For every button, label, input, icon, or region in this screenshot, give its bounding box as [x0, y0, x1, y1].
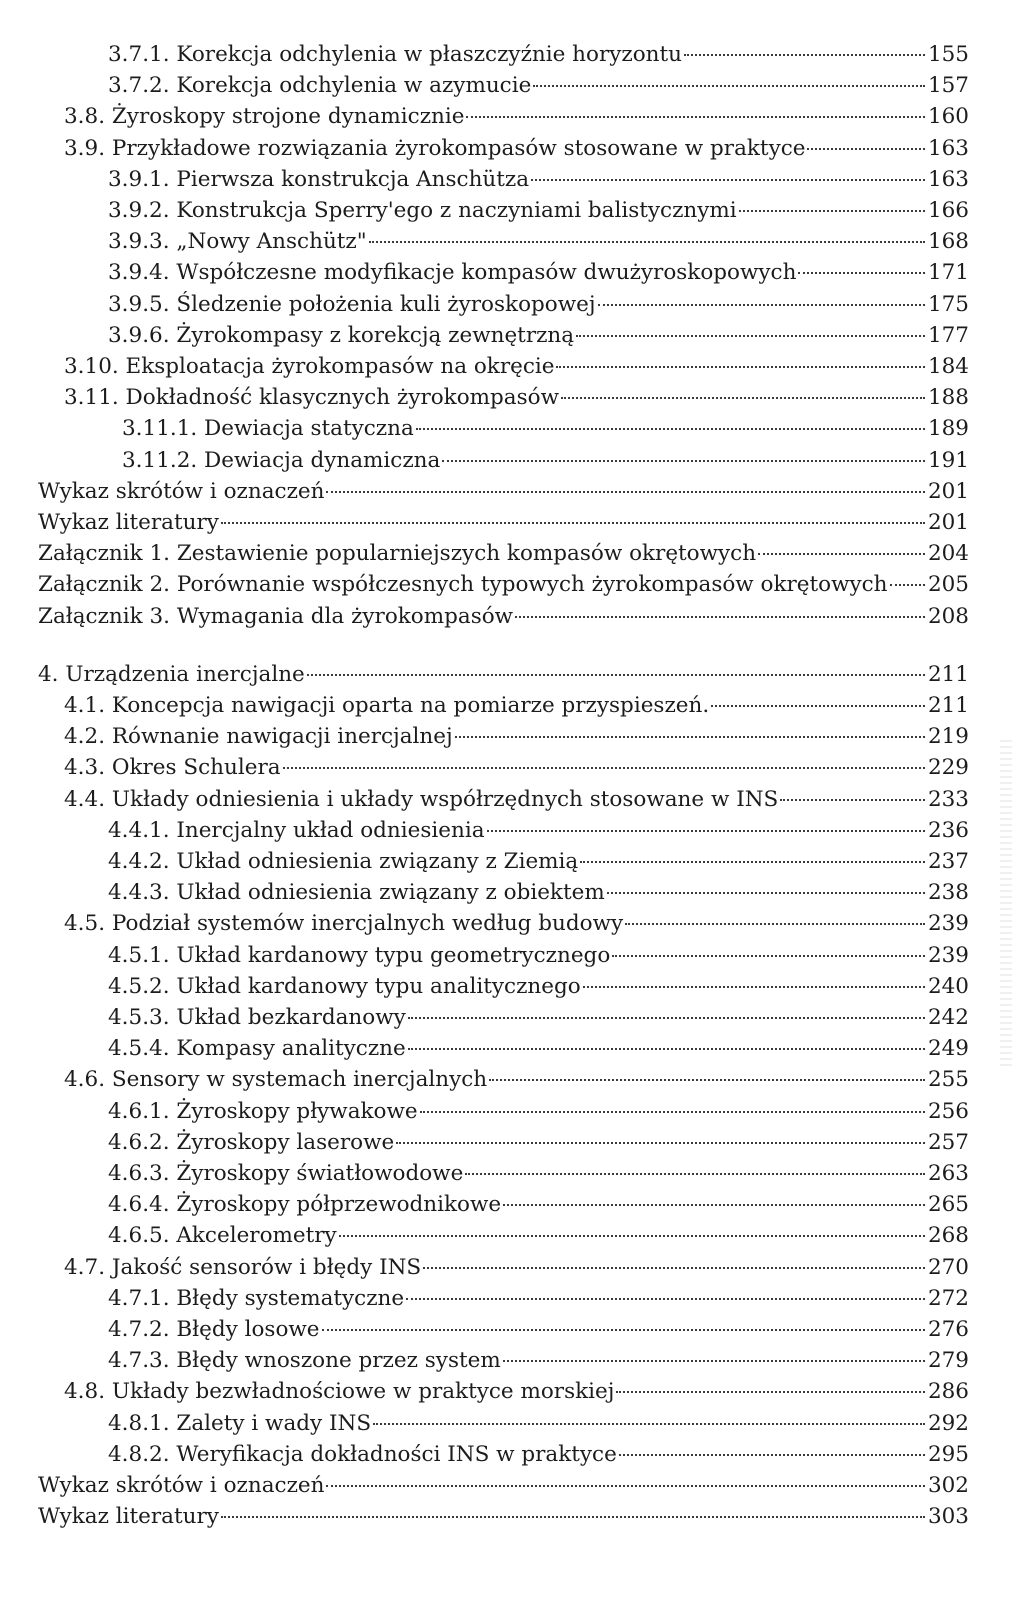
toc-entry — [64, 909, 969, 939]
toc-entry — [64, 352, 969, 382]
toc-entry — [108, 1315, 969, 1345]
toc-entry-page-number: 239 — [927, 942, 969, 968]
dot-leader — [556, 366, 924, 368]
toc-entry-title: 4.5.4. Kompasy analityczne — [108, 1036, 406, 1062]
toc-entry-title: 4.5.3. Układ bezkardanowy — [108, 1005, 406, 1030]
toc-entry — [108, 196, 969, 226]
toc-entry-title: 4.7.2. Błędy losowe — [108, 1317, 320, 1342]
toc-entry-page-number: 189 — [927, 416, 969, 442]
toc-entry-page-number: 219 — [927, 724, 969, 750]
dot-leader — [373, 1423, 925, 1425]
dot-leader — [561, 397, 925, 399]
toc-entry-page-number: 268 — [927, 1223, 969, 1249]
toc-entry — [108, 71, 969, 101]
dot-leader — [758, 553, 925, 555]
toc-entry-title: 4.5.1. Układ kardanowy typu geometrycznego — [108, 942, 611, 968]
toc-entry-page-number: 238 — [927, 880, 969, 906]
toc-entry-page-number: 204 — [927, 541, 969, 567]
toc-entry — [38, 602, 969, 632]
toc-entry-title: 4.7.1. Błędy systematyczne — [108, 1285, 405, 1311]
dot-leader — [598, 304, 925, 306]
toc-entry-page-number: 240 — [927, 973, 969, 999]
dot-leader — [515, 616, 925, 618]
dot-leader — [423, 1267, 925, 1269]
toc-entry — [108, 1190, 969, 1220]
toc-entry-page-number: 257 — [927, 1129, 969, 1155]
toc-entry-title: 3.9.5. Śledzenie położenia kuli żyroskopowej — [108, 291, 596, 317]
toc-entry-page-number: 276 — [927, 1317, 969, 1342]
toc-entry — [122, 414, 969, 444]
toc-entry-title: Załącznik 1. Zestawienie popularniejszych kompasów okrętowych — [38, 541, 757, 567]
toc-entry-title: Załącznik 2. Porównanie współczesnych typowych żyrokompasów okrętowych — [38, 572, 888, 598]
dot-leader — [607, 892, 925, 894]
toc-entry-title: Wykaz literatury — [38, 510, 219, 535]
toc-entry — [108, 1440, 969, 1470]
toc-entry-title: 3.10. Eksploatacja żyrokompasów na okręcie — [64, 354, 555, 379]
toc-entry-title: 4.2. Równanie nawigacji inercjalnej — [64, 724, 453, 750]
dot-leader — [221, 1516, 925, 1518]
dot-leader — [416, 428, 925, 430]
toc-entry — [38, 477, 969, 507]
toc-entry — [64, 722, 969, 752]
toc-entry-page-number: 249 — [927, 1036, 969, 1062]
dot-leader — [711, 705, 925, 707]
toc-entry — [108, 816, 969, 846]
dot-leader — [619, 1454, 925, 1456]
toc-entry — [38, 570, 969, 600]
toc-entry-title: Załącznik 3. Wymagania dla żyrokompasów — [38, 603, 514, 629]
toc-entry-title: 3.9.1. Pierwsza konstrukcja Anschütza — [108, 166, 530, 192]
dot-leader — [890, 584, 925, 586]
toc-entry-title: 4.6.3. Żyroskopy światłowodowe — [108, 1161, 464, 1186]
toc-entry-page-number: 175 — [927, 291, 969, 317]
toc-entry-page-number: 256 — [927, 1098, 969, 1124]
toc-entry-title: 4.6.5. Akcelerometry — [108, 1223, 337, 1249]
dot-leader — [487, 830, 925, 832]
toc-entry-page-number: 155 — [927, 42, 969, 67]
dot-leader — [326, 1485, 924, 1487]
dot-leader — [739, 210, 925, 212]
toc-entry — [108, 941, 969, 971]
toc-entry — [64, 1065, 969, 1095]
toc-entry-page-number: 263 — [927, 1161, 969, 1186]
toc-entry-page-number: 184 — [927, 354, 969, 379]
toc-entry-title: 4.7. Jakość sensorów i błędy INS — [64, 1254, 422, 1280]
toc-entry-title: 3.9.3. „Nowy Anschütz" — [108, 229, 367, 255]
dot-leader — [466, 116, 924, 118]
dot-leader — [583, 986, 925, 988]
dot-leader — [503, 1204, 925, 1206]
toc-entry-title: 4.8.1. Zalety i wady INS — [108, 1410, 372, 1436]
toc-entry-title: 3.9.6. Żyrokompasy z korekcją zewnętrzną — [108, 322, 575, 348]
toc-entry-title: 4.7.3. Błędy wnoszone przez system — [108, 1348, 501, 1374]
toc-entry-page-number: 270 — [927, 1254, 969, 1280]
dot-leader — [408, 1048, 925, 1050]
dot-leader — [531, 179, 925, 181]
toc-entry-title: 4.6.1. Żyroskopy pływakowe — [108, 1098, 418, 1124]
toc-entry — [122, 446, 969, 476]
toc-entry-page-number: 163 — [927, 166, 969, 192]
toc-entry — [38, 1471, 969, 1501]
dot-leader — [326, 491, 924, 493]
toc-entry-title: 4.4.2. Układ odniesienia związany z Ziemią — [108, 849, 579, 874]
toc-entry-title: 4.4.1. Inercjalny układ odniesienia — [108, 817, 485, 843]
toc-entry — [108, 1097, 969, 1127]
toc-entry-page-number: 205 — [927, 572, 969, 598]
dot-leader — [684, 54, 925, 56]
toc-entry-page-number: 272 — [927, 1285, 969, 1311]
toc-entry-page-number: 237 — [927, 849, 969, 874]
toc-entry — [108, 227, 969, 257]
toc-entry-title: 3.9.2. Konstrukcja Sperry'ego z naczyniami balistycznymi — [108, 198, 737, 223]
dot-leader — [576, 335, 925, 337]
toc-entry-title: 4.5.2. Układ kardanowy typu analitycznego — [108, 973, 581, 999]
dot-leader — [780, 799, 925, 801]
toc-entry-page-number: 211 — [927, 661, 969, 687]
toc-entry-page-number: 160 — [927, 104, 969, 130]
toc-entry — [38, 1502, 969, 1532]
toc-entry-page-number: 295 — [927, 1441, 969, 1467]
toc-entry — [108, 1128, 969, 1158]
dot-leader — [283, 767, 925, 769]
toc-entry — [64, 691, 969, 721]
toc-entry-title: 3.7.2. Korekcja odchylenia w azymucie — [108, 73, 532, 99]
toc-entry — [108, 1346, 969, 1376]
toc-entry — [108, 321, 969, 351]
toc-entry — [108, 1284, 969, 1314]
toc-entry-page-number: 303 — [927, 1504, 969, 1530]
toc-entry — [108, 1221, 969, 1251]
toc-entry-title: 4.4. Układy odniesienia i układy współrzędnych stosowane w INS — [64, 786, 779, 812]
dot-leader — [533, 85, 925, 87]
toc-entry-page-number: 211 — [927, 693, 969, 718]
dot-leader — [616, 1391, 925, 1393]
toc-entry-page-number: 171 — [927, 260, 969, 286]
toc-entry — [108, 165, 969, 195]
dot-leader — [798, 272, 925, 274]
toc-entry-title: 4.1. Koncepcja nawigacji oparta na pomiarze przyspieszeń. — [64, 693, 710, 718]
dot-leader — [465, 1173, 925, 1175]
toc-entry — [108, 972, 969, 1002]
toc-entry — [108, 1034, 969, 1064]
toc-entry-title: Wykaz literatury — [38, 1504, 219, 1530]
toc-entry — [38, 539, 969, 569]
dot-leader — [307, 674, 925, 676]
toc-entry-title: 3.9. Przykładowe rozwiązania żyrokompasów stosowane w praktyce — [64, 135, 806, 161]
toc-entry-page-number: 191 — [927, 447, 969, 473]
toc-entry-title: Wykaz skrótów i oznaczeń — [38, 478, 325, 504]
toc-entry-page-number: 177 — [927, 322, 969, 348]
toc-entry-title: 4.4.3. Układ odniesienia związany z obiektem — [108, 880, 605, 906]
toc-entry-page-number: 236 — [927, 817, 969, 843]
toc-entry-title: Wykaz skrótów i oznaczeń — [38, 1473, 325, 1498]
toc-entry-page-number: 292 — [927, 1410, 969, 1436]
dot-leader — [221, 522, 925, 524]
dot-leader — [420, 1111, 925, 1113]
toc-entry-page-number: 233 — [927, 786, 969, 812]
scan-artifact — [1000, 740, 1012, 1070]
dot-leader — [406, 1298, 925, 1300]
toc-entry-title: 3.11.1. Dewiacja statyczna — [122, 416, 414, 442]
toc-entry — [64, 753, 969, 783]
toc-entry — [108, 40, 969, 70]
toc-entry-page-number: 188 — [927, 385, 969, 411]
toc-entry-page-number: 242 — [927, 1005, 969, 1030]
dot-leader — [455, 736, 925, 738]
toc-entry — [108, 847, 969, 877]
dot-leader — [489, 1079, 925, 1081]
toc-entry — [108, 1409, 969, 1439]
toc-entry-title: 4.5. Podział systemów inercjalnych według budowy — [64, 911, 624, 937]
toc-entry-page-number: 201 — [927, 478, 969, 504]
toc-entry — [64, 785, 969, 815]
dot-leader — [807, 148, 924, 150]
toc-entry — [64, 102, 969, 132]
dot-leader — [322, 1329, 925, 1331]
toc-entry-title: 3.11.2. Dewiacja dynamiczna — [122, 447, 441, 473]
toc-entry-page-number: 163 — [927, 135, 969, 161]
toc-entry — [64, 383, 969, 413]
toc-entry-page-number: 229 — [927, 755, 969, 781]
toc-entry — [64, 1253, 969, 1283]
dot-leader — [408, 1017, 925, 1019]
toc-entry-page-number: 302 — [927, 1473, 969, 1498]
toc-entry-title: 3.7.1. Korekcja odchylenia w płaszczyźnie horyzontu — [108, 42, 683, 67]
toc-entry-title: 4.6. Sensory w systemach inercjalnych — [64, 1067, 488, 1093]
toc-entry-page-number: 166 — [927, 198, 969, 223]
toc-entry — [108, 290, 969, 320]
toc-entry-title: 4.3. Okres Schulera — [64, 755, 281, 781]
toc-entry-title: 4.6.2. Żyroskopy laserowe — [108, 1129, 395, 1155]
toc-entry-page-number: 286 — [927, 1379, 969, 1405]
toc-entry-page-number: 157 — [927, 73, 969, 99]
toc-entry-title: 4.6.4. Żyroskopy półprzewodnikowe — [108, 1192, 502, 1218]
dot-leader — [396, 1142, 925, 1144]
toc-entry-page-number: 239 — [927, 911, 969, 937]
dot-leader — [503, 1360, 925, 1362]
toc-entry — [108, 878, 969, 908]
toc-entry-page-number: 265 — [927, 1192, 969, 1218]
toc-entry-title: 3.8. Żyroskopy strojone dynamicznie — [64, 104, 465, 130]
dot-leader — [369, 241, 925, 243]
toc-entry — [108, 1159, 969, 1189]
toc-entry — [108, 1003, 969, 1033]
toc-entry-page-number: 208 — [927, 603, 969, 629]
toc-entry-title: 4.8. Układy bezwładnościowe w praktyce morskiej — [64, 1379, 615, 1405]
toc-entry-title: 3.11. Dokładność klasycznych żyrokompasów — [64, 385, 560, 411]
toc-entry — [64, 1377, 969, 1407]
toc-entry-page-number: 168 — [927, 229, 969, 255]
toc-entry-page-number: 255 — [927, 1067, 969, 1093]
dot-leader — [442, 460, 925, 462]
dot-leader — [339, 1235, 925, 1237]
dot-leader — [625, 923, 925, 925]
toc-entry — [64, 134, 969, 164]
toc-entry — [38, 508, 969, 538]
toc-entry-page-number: 201 — [927, 510, 969, 535]
toc-entry-title: 4.8.2. Weryfikacja dokładności INS w praktyce — [108, 1441, 617, 1467]
dot-leader — [580, 861, 925, 863]
dot-leader — [612, 955, 925, 957]
toc-entry — [38, 660, 969, 690]
toc-entry-page-number: 279 — [927, 1348, 969, 1374]
toc-entry-title: 4. Urządzenia inercjalne — [38, 661, 305, 687]
toc-entry — [108, 258, 969, 288]
toc-entry-title: 3.9.4. Współczesne modyfikacje kompasów dwużyroskopowych — [108, 260, 797, 286]
